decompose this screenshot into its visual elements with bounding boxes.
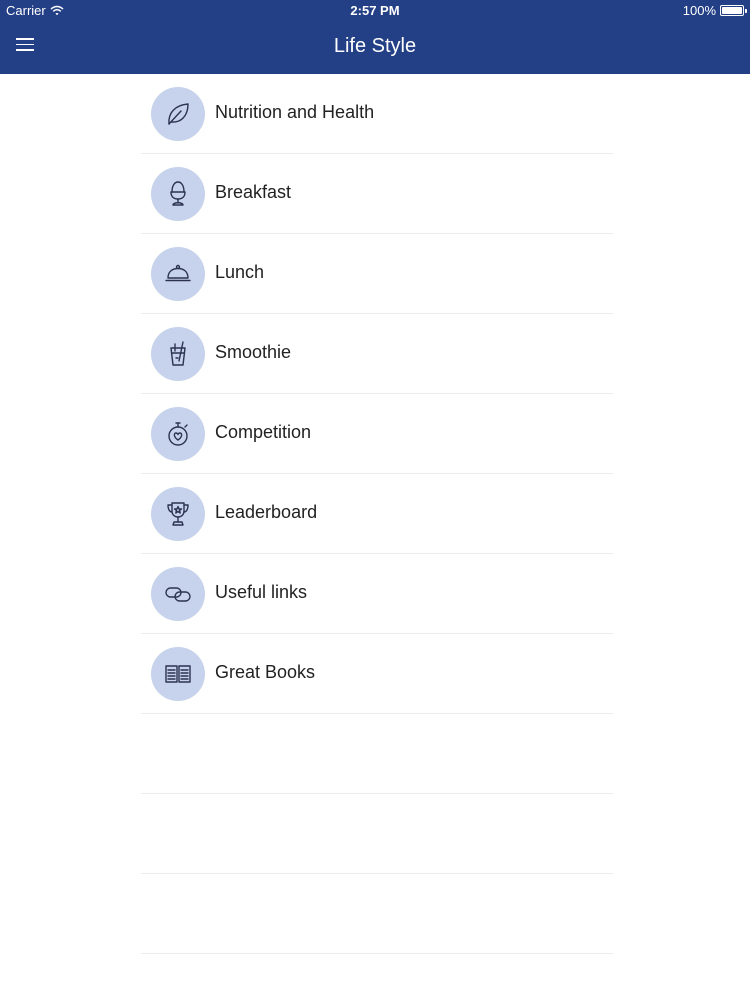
status-time: 2:57 PM	[350, 3, 400, 18]
list-item-lunch[interactable]	[141, 234, 613, 314]
list-item-label: Smoothie	[215, 342, 292, 362]
battery-percent: 100%	[682, 3, 716, 18]
stopwatch-heart-icon	[151, 407, 205, 461]
drink-glass-icon	[151, 327, 205, 381]
cloche-icon	[151, 247, 205, 301]
battery-fill	[722, 7, 742, 14]
trophy-icon	[151, 487, 205, 541]
empty-row	[141, 794, 613, 874]
egg-cup-icon	[151, 167, 205, 221]
battery-icon	[720, 5, 744, 16]
list-item-label: Great Books	[215, 662, 316, 682]
empty-row	[141, 714, 613, 794]
list-item-great-books[interactable]	[141, 634, 613, 714]
list-item-smoothie[interactable]	[141, 314, 613, 394]
list-item-label: Breakfast	[215, 182, 292, 202]
list-item-label: Nutrition and Health	[215, 102, 375, 122]
list-item-breakfast[interactable]	[141, 154, 613, 234]
list-item-label: Competition	[215, 422, 312, 442]
open-book-icon	[151, 647, 205, 701]
list-item-useful-links[interactable]	[141, 554, 613, 634]
list-item-label: Useful links	[215, 582, 308, 602]
list-item-label: Leaderboard	[215, 502, 318, 522]
list-item-competition[interactable]	[141, 394, 613, 474]
list-item-nutrition-and-health[interactable]	[141, 74, 613, 154]
navigation-bar	[0, 0, 750, 74]
menu-list	[141, 74, 613, 954]
empty-row	[141, 874, 613, 954]
link-icon	[151, 567, 205, 621]
leaf-icon	[151, 87, 205, 141]
page-title: Life Style	[333, 35, 417, 57]
list-item-label: Lunch	[215, 262, 265, 282]
battery-tip	[745, 9, 747, 13]
battery-indicator	[683, 3, 744, 18]
list-item-leaderboard[interactable]	[141, 474, 613, 554]
status-bar	[0, 0, 750, 20]
carrier-label: Carrier	[6, 3, 46, 18]
